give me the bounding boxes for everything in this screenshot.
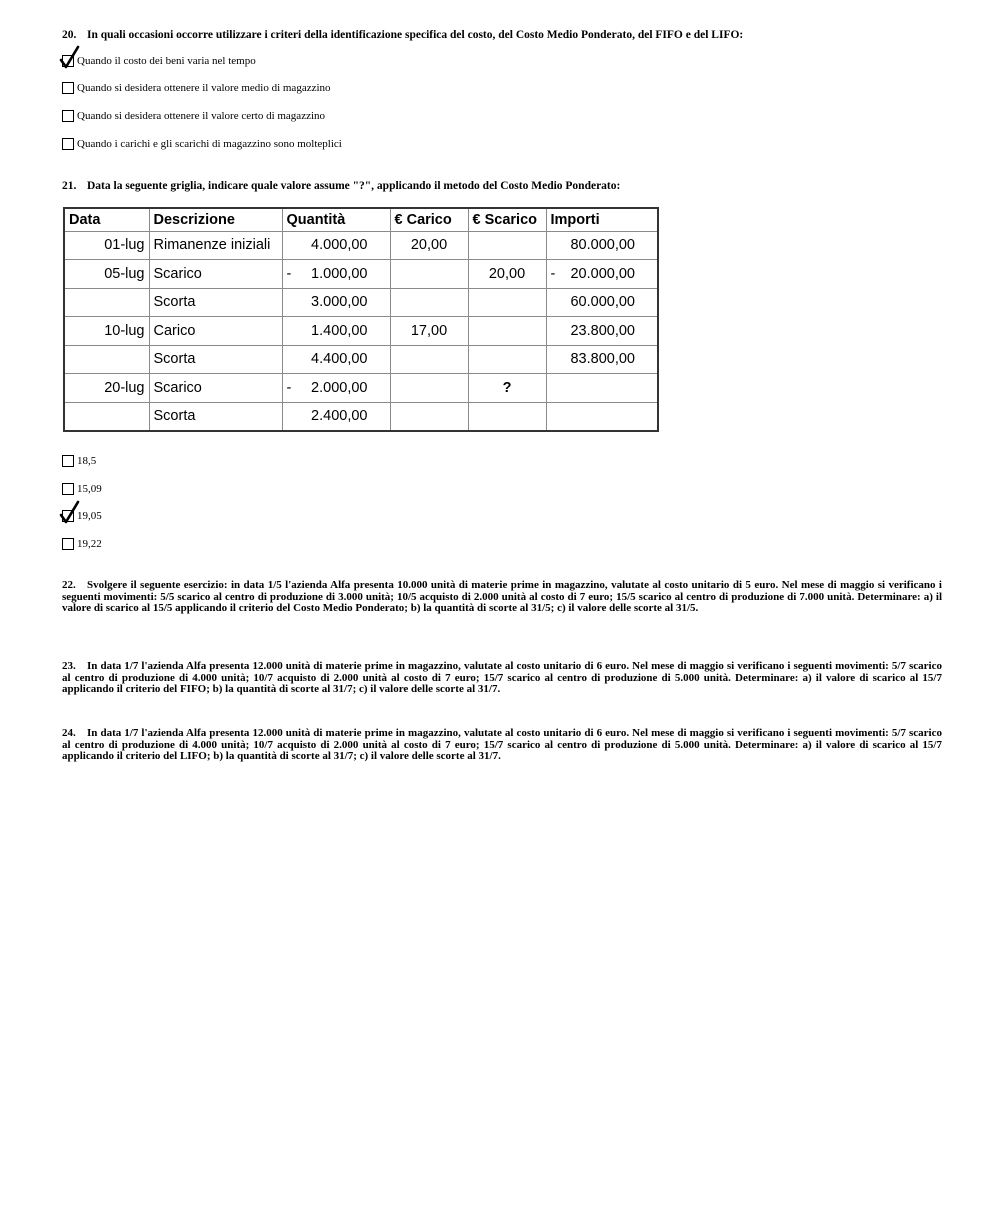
- checkbox[interactable]: [62, 538, 74, 550]
- importi-value: 60.000,00: [570, 294, 635, 311]
- qty-value: 3.000,00: [311, 294, 368, 311]
- cell-descrizione-text: Scorta: [153, 408, 196, 424]
- cell-quantita: [282, 288, 390, 317]
- question-number: 21.: [62, 180, 77, 192]
- checkbox-checked[interactable]: [62, 510, 74, 522]
- question-number: 20.: [62, 29, 77, 41]
- question-text: In data 1/7 l'azienda Alfa presenta 12.000 unità di materie prime in magazzino, valutate al costo unitario di 6 euro. Nel mese di maggio si verificano i seguenti movimenti: 5/7 scarico al centro di produzione di 4.000 unità; 10/7 acquisto di 2.000 unità al costo di 7 euro; 15/7 scarico al centro di produzione di 5.000 unità. Determinare: a) il valore di scarico al 15/7 applicando il criterio del FIFO; b) la quantità di scorte al 31/7; c) il valore delle scorte al 31/7.: [62, 660, 942, 696]
- option-label: 19,22: [77, 538, 102, 550]
- inventory-grid-table: [63, 207, 659, 432]
- cell-descrizione-text: Scorta: [153, 351, 196, 368]
- option-label: Quando il costo dei beni varia nel tempo: [77, 55, 256, 67]
- cell-scarico: [468, 345, 546, 374]
- header-carico: € Carico: [390, 208, 468, 231]
- q20-option-4[interactable]: [62, 136, 342, 152]
- cell-importi: [546, 260, 658, 289]
- cell-scarico: [468, 317, 546, 346]
- question-24: [62, 728, 942, 763]
- cell-quantita: [282, 374, 390, 403]
- cell-descrizione-text: Scarico: [153, 265, 202, 282]
- cell-importi: [546, 288, 658, 317]
- importi-sign: [551, 294, 565, 310]
- importi-value: 20.000,00: [570, 265, 635, 282]
- option-label: 19,05: [77, 510, 102, 522]
- checkbox[interactable]: [62, 110, 74, 122]
- question-text: Data la seguente griglia, indicare quale valore assume "?", applicando il metodo del Costo Medio Ponderato:: [87, 180, 621, 192]
- question-21-title: [62, 180, 942, 192]
- checkbox[interactable]: [62, 82, 74, 94]
- option-label: Quando si desidera ottenere il valore certo di magazzino: [77, 110, 326, 122]
- scarico-value: ?: [502, 379, 512, 396]
- checkbox-checked[interactable]: [62, 55, 74, 67]
- cell-carico: [390, 317, 468, 346]
- option-label: Quando si desidera ottenere il valore medio di magazzino: [77, 82, 331, 94]
- cell-scarico: [468, 231, 546, 260]
- q21-option-3[interactable]: [62, 508, 102, 524]
- checkmark-icon: [59, 45, 83, 69]
- qty-value: 2.400,00: [311, 408, 368, 424]
- question-text: In quali occasioni occorre utilizzare i criteri della identificazione specifica del costo, del Costo Medio Ponderato, del FIFO e del LIFO:: [87, 29, 744, 41]
- question-23: [62, 661, 942, 696]
- table-row: [64, 317, 658, 346]
- qty-value: 1.400,00: [311, 322, 368, 339]
- checkbox[interactable]: [62, 138, 74, 150]
- qty-sign: [287, 294, 301, 310]
- question-22: [62, 580, 942, 615]
- qty-sign: [287, 237, 301, 253]
- scarico-value: 20,00: [488, 265, 526, 282]
- checkbox[interactable]: [62, 455, 74, 467]
- cell-data: [64, 231, 149, 260]
- cell-descrizione: [149, 231, 282, 260]
- option-label: 18,5: [77, 455, 97, 467]
- q20-option-3[interactable]: [62, 108, 325, 124]
- option-label: 15,09: [77, 483, 102, 495]
- cell-quantita: [282, 345, 390, 374]
- header-data: Data: [64, 208, 149, 231]
- cell-carico: [390, 260, 468, 289]
- cell-carico: [390, 402, 468, 431]
- qty-value: 4.400,00: [311, 351, 368, 368]
- q21-option-1[interactable]: [62, 453, 96, 469]
- cell-data: [64, 374, 149, 403]
- qty-sign: [287, 323, 301, 339]
- cell-quantita: [282, 260, 390, 289]
- cell-data: [64, 345, 149, 374]
- cell-descrizione-text: Scarico: [153, 379, 202, 396]
- qty-sign: -: [286, 379, 292, 396]
- cell-quantita: [282, 317, 390, 346]
- qty-value: 4.000,00: [311, 237, 368, 254]
- importi-sign: [551, 237, 565, 253]
- header-quantita: Quantità: [282, 208, 390, 231]
- cell-data: [64, 260, 149, 289]
- cell-importi: [546, 402, 658, 431]
- table-header-row: [64, 208, 658, 231]
- cell-carico: [390, 374, 468, 403]
- cell-importi: [546, 317, 658, 346]
- cell-quantita: [282, 231, 390, 260]
- question-text: In data 1/7 l'azienda Alfa presenta 12.000 unità di materie prime in magazzino, valutate al costo unitario di 6 euro. Nel mese di maggio si verificano i seguenti movimenti: 5/7 scarico al centro di produzione di 4.000 unità; 10/7 acquisto di 2.000 unità al costo di 7 euro; 15/7 scarico al centro di produzione di 5.000 unità. Determinare: a) il valore di scarico al 15/7 applicando il criterio del LIFO; b) la quantità di scorte al 31/7; c) il valore delle scorte al 31/7.: [62, 727, 942, 763]
- cell-carico: [390, 288, 468, 317]
- qty-sign: [287, 351, 301, 367]
- qty-sign: [287, 408, 301, 424]
- cell-descrizione: [149, 260, 282, 289]
- cell-descrizione-text: Rimanenze iniziali: [153, 237, 271, 254]
- importi-sign: [551, 323, 565, 339]
- question-20-title: [62, 29, 942, 41]
- qty-value: 2.000,00: [311, 379, 368, 396]
- header-scarico: € Scarico: [468, 208, 546, 231]
- question-number: 22.: [62, 579, 76, 591]
- cell-data-text: 05-lug: [104, 265, 145, 282]
- importi-value: 80.000,00: [570, 237, 635, 254]
- cell-data: [64, 317, 149, 346]
- cell-descrizione-text: Scorta: [153, 294, 196, 311]
- cell-descrizione: [149, 288, 282, 317]
- importi-sign: -: [550, 265, 556, 282]
- q21-option-4[interactable]: [62, 536, 102, 552]
- importi-value: 83.800,00: [570, 351, 635, 368]
- qty-sign: -: [286, 265, 292, 282]
- cell-descrizione: [149, 345, 282, 374]
- cell-data-text: 01-lug: [104, 237, 145, 254]
- cell-scarico: [468, 260, 546, 289]
- table-row: [64, 231, 658, 260]
- q20-option-1[interactable]: [62, 53, 256, 69]
- qty-value: 1.000,00: [311, 265, 368, 282]
- cell-scarico: [468, 402, 546, 431]
- cell-carico: [390, 231, 468, 260]
- q21-option-2[interactable]: [62, 481, 102, 497]
- importi-sign: [551, 351, 565, 367]
- carico-value: 20,00: [410, 237, 448, 254]
- cell-importi: [546, 231, 658, 260]
- table-row: [64, 288, 658, 317]
- cell-descrizione: [149, 402, 282, 431]
- table-row: [64, 260, 658, 289]
- checkmark-icon: [59, 500, 83, 524]
- cell-descrizione: [149, 317, 282, 346]
- table-row: [64, 345, 658, 374]
- option-label: Quando i carichi e gli scarichi di magazzino sono molteplici: [77, 138, 342, 150]
- question-number: 23.: [62, 660, 76, 672]
- checkbox[interactable]: [62, 483, 74, 495]
- cell-data-text: 20-lug: [104, 379, 145, 396]
- header-descrizione: Descrizione: [149, 208, 282, 231]
- question-number: 24.: [62, 727, 76, 739]
- cell-importi: [546, 345, 658, 374]
- q20-option-2[interactable]: [62, 80, 331, 96]
- cell-descrizione-text: Carico: [153, 322, 196, 339]
- cell-scarico: [468, 374, 546, 403]
- cell-data-text: 10-lug: [104, 322, 145, 339]
- table-row: [64, 402, 658, 431]
- question-text: Svolgere il seguente esercizio: in data 1/5 l'azienda Alfa presenta 10.000 unità di materie prime in magazzino, valutate al costo unitario di 5 euro. Nel mese di maggio si verificano i seguenti movimenti: 5/5 scarico al centro di produzione di 3.000 unità; 10/5 acquisto di 2.000 unità al costo di 7 euro; 15/5 scarico al centro di produzione di 7.000 unità. Determinare: a) il valore di scarico al 15/5 applicando il criterio del Costo Medio Ponderato; b) la quantità di scorte al 31/5; c) il valore delle scorte al 31/5.: [62, 579, 942, 615]
- importi-value: 23.800,00: [570, 322, 635, 339]
- cell-data: [64, 402, 149, 431]
- cell-quantita: [282, 402, 390, 431]
- table-row: [64, 374, 658, 403]
- cell-scarico: [468, 288, 546, 317]
- carico-value: 17,00: [410, 322, 448, 339]
- cell-data: [64, 288, 149, 317]
- cell-carico: [390, 345, 468, 374]
- header-importi: Importi: [546, 208, 658, 231]
- cell-descrizione: [149, 374, 282, 403]
- cell-importi: [546, 374, 658, 403]
